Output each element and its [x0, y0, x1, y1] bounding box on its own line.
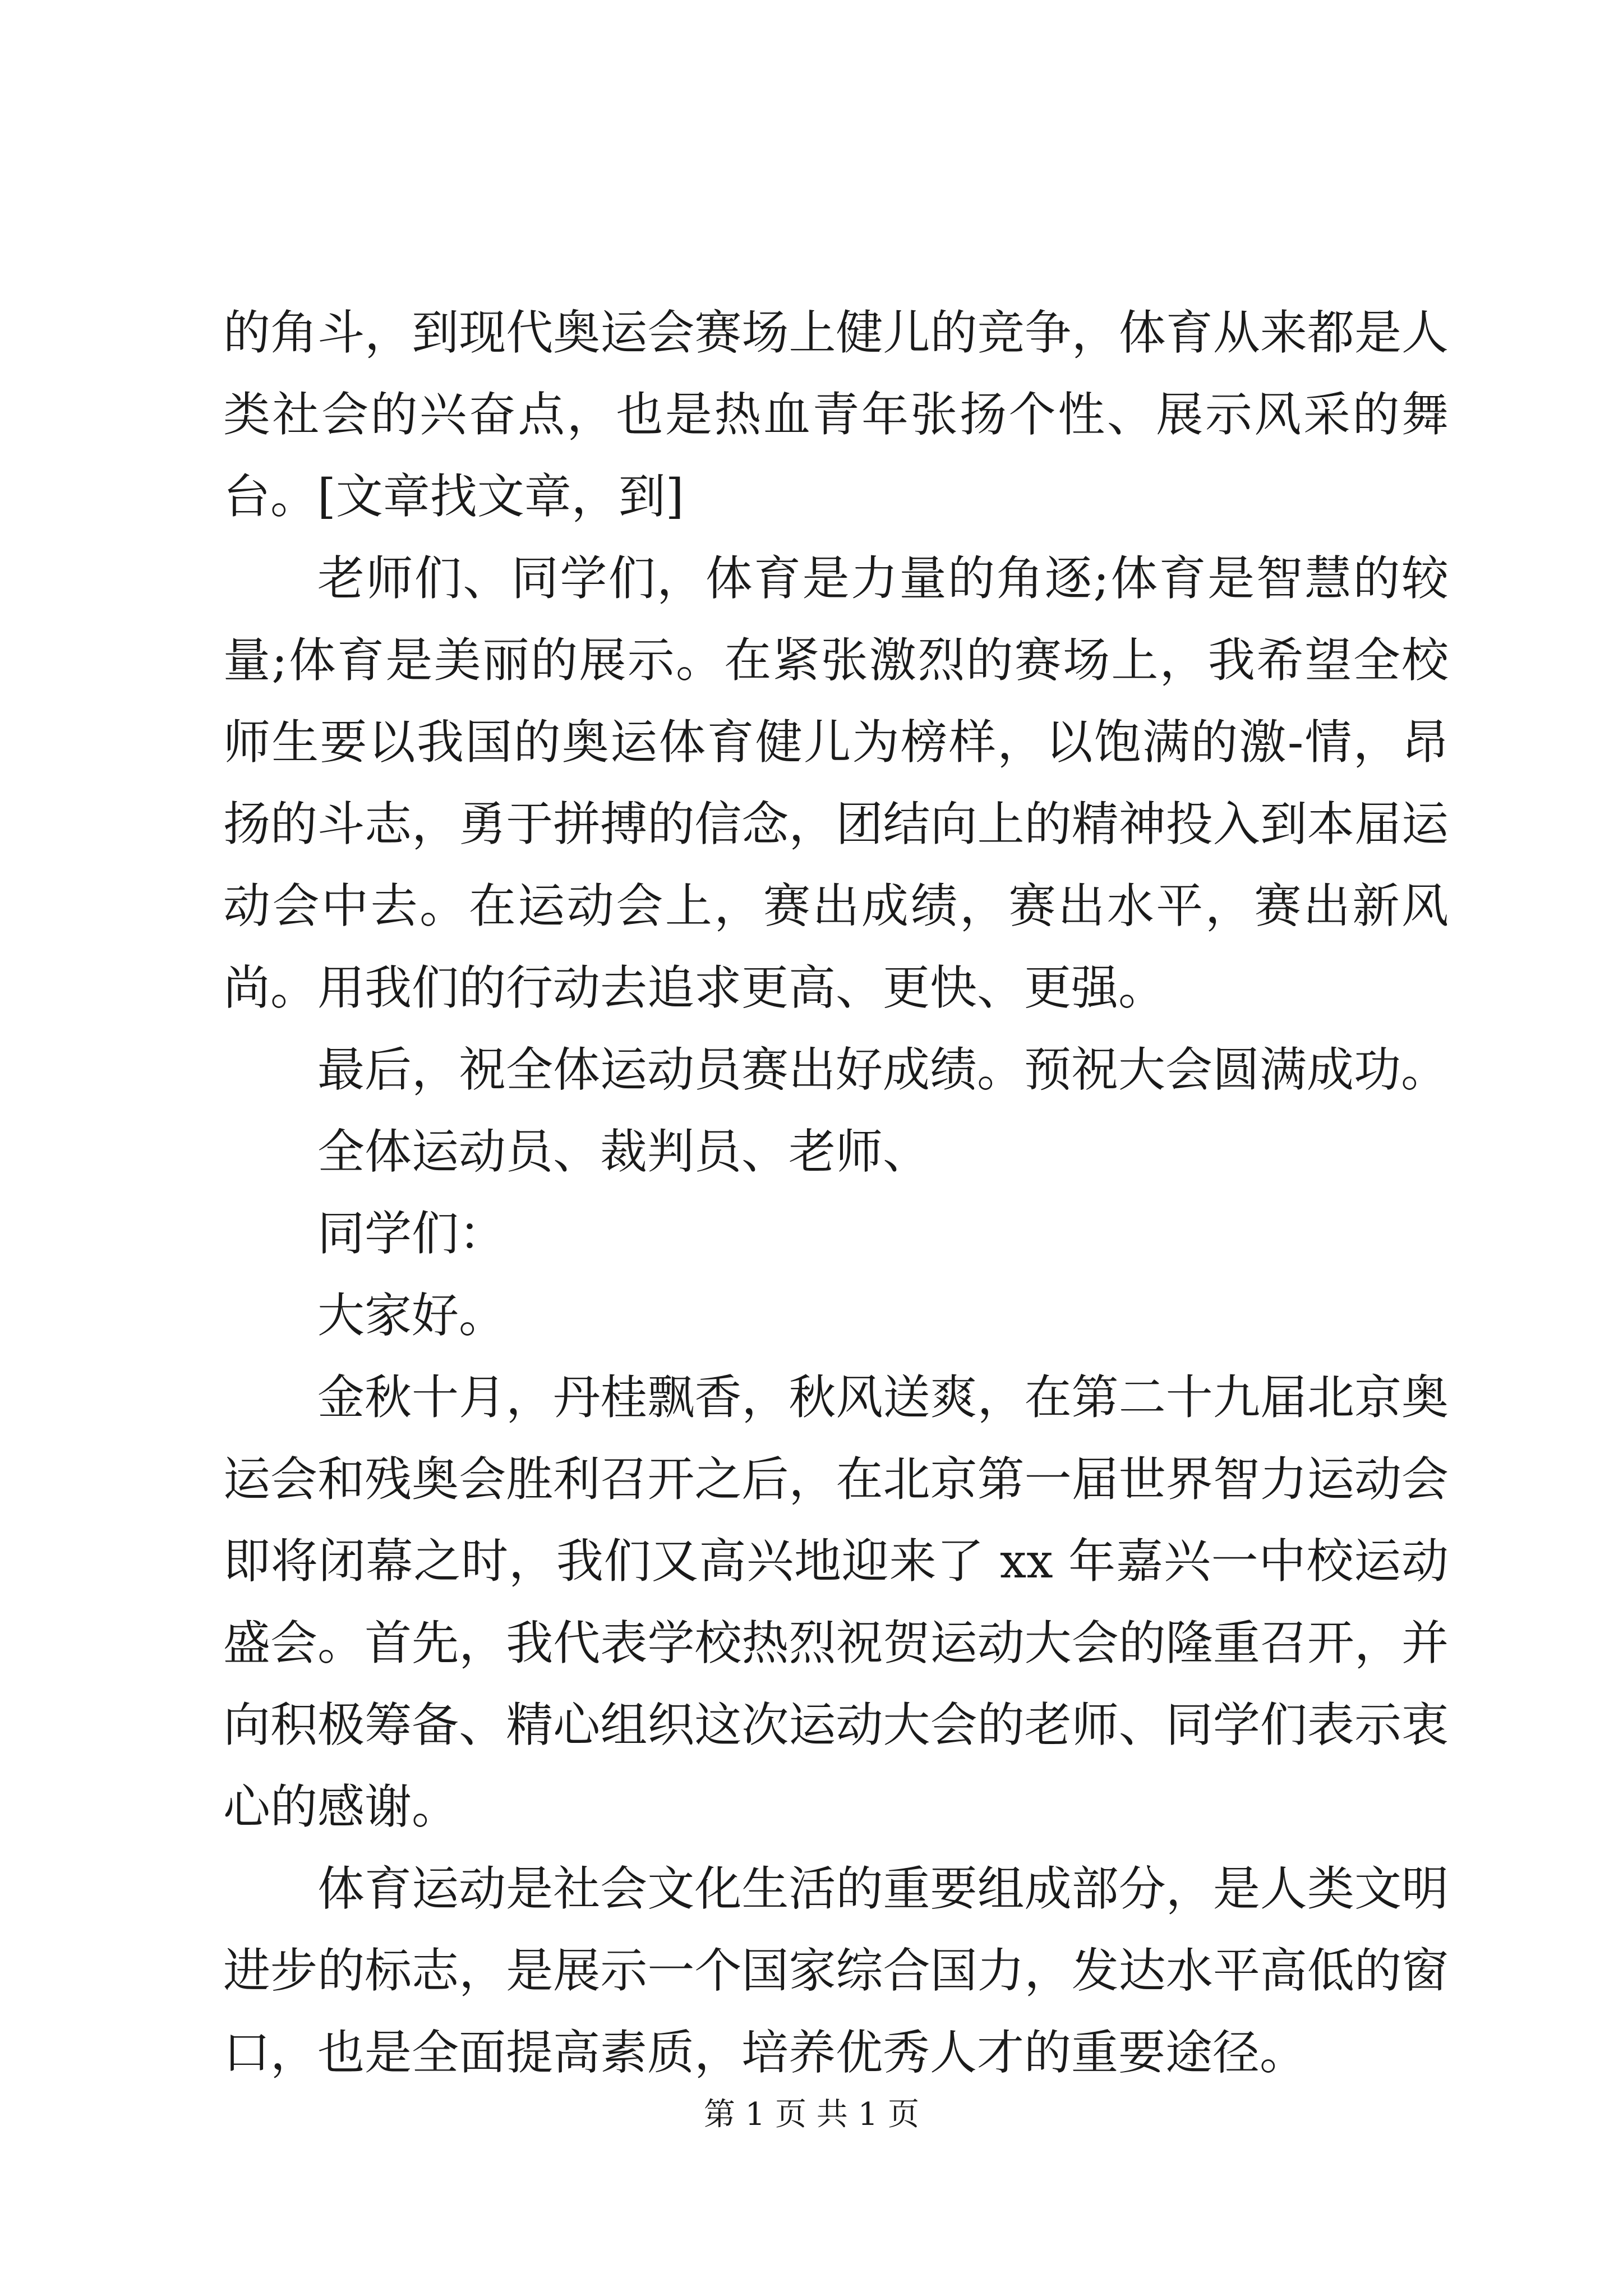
- paragraph-2: 老师们、同学们，体育是力量的角逐;体育是智慧的较量;体育是美丽的展示。在紧张激烈的赛场上，我希望全校师生要以我国的奥运体育健儿为榜样，以饱满的激-情，昂扬的斗志，勇于拼搏的信念，团结向上的精神投入到本届运动会中去。在运动会上，赛出成绩，赛出水平，赛出新风尚。用我们的行动去追求更高、更快、更强。: [223, 551, 1449, 1015]
- paragraph-4: 全体运动员、裁判员、老师、: [317, 1124, 930, 1179]
- paragraph-7: 金秋十月，丹桂飘香，秋风送爽，在第二十九届北京奥运会和残奥会胜利召开之后，在北京第一届世界智力运动会即将闭幕之时，我们又高兴地迎来了 xx 年嘉兴一中校运动盛会。首先，我代表学校热烈祝贺运动大会的隆重召开，并向积极筹备、精心组织这次运动大会的老师、同学们表示衷心的感谢。: [223, 1370, 1449, 1834]
- page-footer: 第 1 页 共 1 页: [703, 2096, 920, 2133]
- paragraph-5: 同学们：: [317, 1206, 506, 1261]
- paragraph-1: 的角斗，到现代奥运会赛场上健儿的竞争，体育从来都是人类社会的兴奋点，也是热血青年张扬个性、展示风采的舞台。[文章找文章，到]: [223, 305, 1449, 524]
- paragraph-8: 体育运动是社会文化生活的重要组成部分，是人类文明进步的标志，是展示一个国家综合国力，发达水平高低的窗口，也是全面提高素质，培养优秀人才的重要途径。: [223, 1861, 1449, 2080]
- paragraph-6: 大家好。: [317, 1288, 506, 1343]
- document-body: [223, 292, 1449, 2093]
- paragraph-3: 最后，祝全体运动员赛出好成绩。预祝大会圆满成功。: [317, 1042, 1449, 1097]
